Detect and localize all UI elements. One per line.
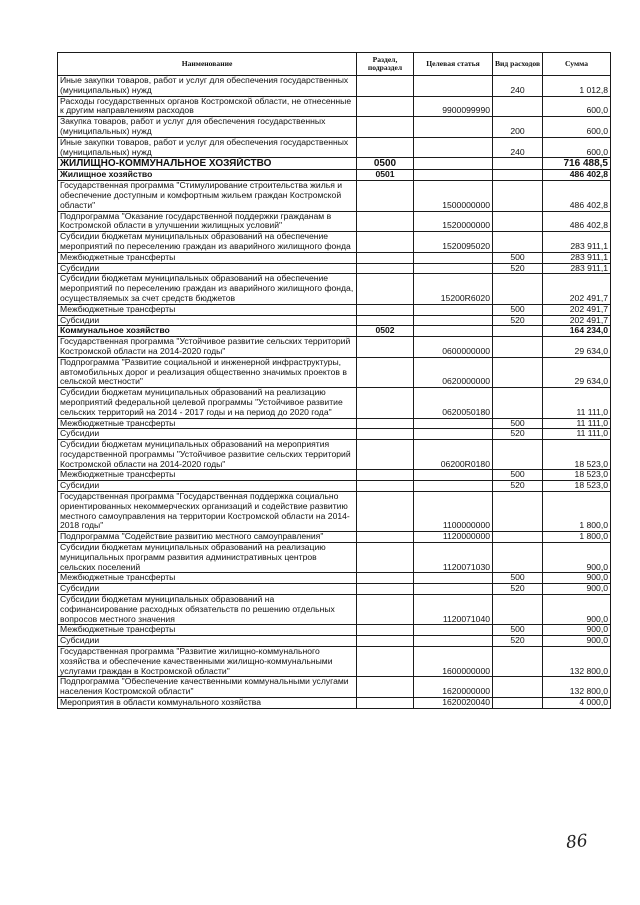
row-tselevaya: 1120071030 bbox=[414, 543, 493, 573]
row-tselevaya: 9900099990 bbox=[414, 96, 493, 117]
table-row bbox=[58, 636, 611, 647]
row-tselevaya: 0620000000 bbox=[414, 357, 493, 387]
row-tselevaya bbox=[414, 252, 493, 263]
row-name: Субсидии bbox=[58, 636, 357, 647]
row-summa: 600,0 bbox=[543, 96, 611, 117]
row-name: Субсидии бюджетам муниципальных образований на мероприятия государственной программы "Устойчивое развитие сельских территорий Костромской области на 2014-2020 годы" bbox=[58, 440, 357, 470]
row-summa: 900,0 bbox=[543, 543, 611, 573]
row-name: Иные закупки товаров, работ и услуг для обеспечения государственных (муниципальных) нужд bbox=[58, 76, 357, 97]
row-name: Субсидии бюджетам муниципальных образований на обеспечение мероприятий по переселению граждан из аварийного жилищного фонда, осуществляемых за счет средств бюджетов bbox=[58, 274, 357, 304]
table-row bbox=[58, 96, 611, 117]
row-summa: 202 491,7 bbox=[543, 274, 611, 304]
row-name: Субсидии bbox=[58, 584, 357, 595]
row-vid bbox=[493, 532, 543, 543]
row-razdel bbox=[357, 315, 414, 326]
table-row bbox=[58, 263, 611, 274]
row-razdel bbox=[357, 584, 414, 595]
row-name: Подпрограмма "Развитие социальной и инженерной инфраструктуры, автомобильных дорог и реализация общественно значимых проектов в сельской местности" bbox=[58, 357, 357, 387]
row-tselevaya: 0620050180 bbox=[414, 388, 493, 418]
row-vid: 500 bbox=[493, 418, 543, 429]
table-row bbox=[58, 677, 611, 698]
table-row bbox=[58, 304, 611, 315]
row-name: Государственная программа "Развитие жилищно-коммунального хозяйства и обеспечение качественными жилищно-коммунальными услугами граждан в Костромской области" bbox=[58, 647, 357, 677]
row-vid: 520 bbox=[493, 315, 543, 326]
row-summa: 4 000,0 bbox=[543, 698, 611, 709]
table-row bbox=[58, 470, 611, 481]
row-tselevaya: 1620000000 bbox=[414, 677, 493, 698]
table-row bbox=[58, 158, 611, 170]
row-vid: 520 bbox=[493, 481, 543, 492]
row-summa: 900,0 bbox=[543, 584, 611, 595]
row-vid bbox=[493, 274, 543, 304]
row-name: Подпрограмма "Содействие развитию местного самоуправления" bbox=[58, 532, 357, 543]
row-vid bbox=[493, 492, 543, 532]
table-row bbox=[58, 357, 611, 387]
row-name: Субсидии bbox=[58, 315, 357, 326]
row-tselevaya bbox=[414, 625, 493, 636]
row-razdel bbox=[357, 625, 414, 636]
row-summa: 1 012,8 bbox=[543, 76, 611, 97]
row-vid bbox=[493, 326, 543, 337]
row-razdel bbox=[357, 677, 414, 698]
row-name: Коммунальное хозяйство bbox=[58, 326, 357, 337]
row-tselevaya bbox=[414, 584, 493, 595]
row-tselevaya: 1520000000 bbox=[414, 211, 493, 232]
table-row bbox=[58, 232, 611, 253]
table-row bbox=[58, 170, 611, 181]
row-vid: 520 bbox=[493, 584, 543, 595]
table-row bbox=[58, 211, 611, 232]
row-tselevaya: 1100000000 bbox=[414, 492, 493, 532]
row-razdel bbox=[357, 481, 414, 492]
row-name: Государственная программа "Государственная поддержка социально ориентированных некоммерческих организаций и содействие развитию местного самоуправления на территории Костромской области на 2014-2018 годы" bbox=[58, 492, 357, 532]
row-razdel: 0501 bbox=[357, 170, 414, 181]
row-vid: 240 bbox=[493, 76, 543, 97]
row-name: Субсидии бюджетам муниципальных образований на реализацию мероприятий федеральной целевой программы "Устойчивое развитие сельских территорий на 2014 - 2017 годы и на период до 2020 года" bbox=[58, 388, 357, 418]
row-razdel bbox=[357, 636, 414, 647]
row-razdel bbox=[357, 304, 414, 315]
row-summa: 11 111,0 bbox=[543, 388, 611, 418]
header-tselevaya: Целевая статья bbox=[414, 53, 493, 76]
table-row bbox=[58, 181, 611, 211]
row-summa: 900,0 bbox=[543, 573, 611, 584]
row-name: Государственная программа "Стимулирование строительства жилья и обеспечение доступным и комфортным жильем граждан Костромской области" bbox=[58, 181, 357, 211]
row-name: Субсидии bbox=[58, 263, 357, 274]
row-name: Межбюджетные трансферты bbox=[58, 470, 357, 481]
table-row bbox=[58, 647, 611, 677]
row-name: Подпрограмма "Обеспечение качественными коммунальными услугами населения Костромской области" bbox=[58, 677, 357, 698]
row-vid bbox=[493, 698, 543, 709]
row-vid: 520 bbox=[493, 263, 543, 274]
row-vid bbox=[493, 181, 543, 211]
row-razdel bbox=[357, 96, 414, 117]
row-summa: 18 523,0 bbox=[543, 481, 611, 492]
row-razdel bbox=[357, 543, 414, 573]
table-row bbox=[58, 584, 611, 595]
row-name: Подпрограмма "Оказание государственной поддержки гражданам в Костромской области в улучшении жилищных условий" bbox=[58, 211, 357, 232]
row-razdel bbox=[357, 470, 414, 481]
row-vid bbox=[493, 388, 543, 418]
row-tselevaya bbox=[414, 76, 493, 97]
row-tselevaya bbox=[414, 636, 493, 647]
table-row bbox=[58, 543, 611, 573]
row-tselevaya bbox=[414, 418, 493, 429]
row-tselevaya bbox=[414, 304, 493, 315]
row-tselevaya: 1120071040 bbox=[414, 595, 493, 625]
row-tselevaya bbox=[414, 429, 493, 440]
budget-table bbox=[57, 52, 611, 709]
row-summa: 900,0 bbox=[543, 625, 611, 636]
row-razdel bbox=[357, 440, 414, 470]
row-vid: 500 bbox=[493, 470, 543, 481]
row-name: Мероприятия в области коммунального хозяйства bbox=[58, 698, 357, 709]
table-row bbox=[58, 492, 611, 532]
row-vid bbox=[493, 158, 543, 170]
table-row bbox=[58, 573, 611, 584]
row-summa: 486 402,8 bbox=[543, 181, 611, 211]
row-vid bbox=[493, 337, 543, 358]
row-name: Межбюджетные трансферты bbox=[58, 573, 357, 584]
row-summa: 164 234,0 bbox=[543, 326, 611, 337]
row-tselevaya: 06200R0180 bbox=[414, 440, 493, 470]
row-tselevaya bbox=[414, 481, 493, 492]
row-tselevaya bbox=[414, 573, 493, 584]
table-row bbox=[58, 440, 611, 470]
row-tselevaya bbox=[414, 158, 493, 170]
row-razdel bbox=[357, 532, 414, 543]
row-razdel bbox=[357, 76, 414, 97]
row-razdel bbox=[357, 388, 414, 418]
row-summa: 900,0 bbox=[543, 636, 611, 647]
row-summa: 132 800,0 bbox=[543, 647, 611, 677]
row-tselevaya: 1500000000 bbox=[414, 181, 493, 211]
header-name: Наименование bbox=[58, 53, 357, 76]
row-name: Межбюджетные трансферты bbox=[58, 252, 357, 263]
budget-table-page bbox=[57, 52, 610, 709]
row-razdel bbox=[357, 573, 414, 584]
row-tselevaya bbox=[414, 326, 493, 337]
row-vid bbox=[493, 357, 543, 387]
row-razdel bbox=[357, 211, 414, 232]
row-vid bbox=[493, 647, 543, 677]
row-name: Субсидии бюджетам муниципальных образований на обеспечение мероприятий по переселению граждан из аварийного жилищного фонда bbox=[58, 232, 357, 253]
table-row bbox=[58, 274, 611, 304]
row-razdel bbox=[357, 698, 414, 709]
row-vid bbox=[493, 677, 543, 698]
row-tselevaya: 1520095020 bbox=[414, 232, 493, 253]
row-razdel bbox=[357, 181, 414, 211]
table-row bbox=[58, 76, 611, 97]
row-tselevaya: 1620020040 bbox=[414, 698, 493, 709]
row-razdel bbox=[357, 274, 414, 304]
row-summa: 900,0 bbox=[543, 595, 611, 625]
row-summa: 600,0 bbox=[543, 117, 611, 138]
row-name: Межбюджетные трансферты bbox=[58, 304, 357, 315]
table-row bbox=[58, 388, 611, 418]
row-vid bbox=[493, 232, 543, 253]
table-body bbox=[58, 76, 611, 709]
row-name: Субсидии bbox=[58, 429, 357, 440]
row-razdel bbox=[357, 418, 414, 429]
row-razdel bbox=[357, 252, 414, 263]
table-row bbox=[58, 315, 611, 326]
row-tselevaya: 1120000000 bbox=[414, 532, 493, 543]
row-summa: 29 634,0 bbox=[543, 357, 611, 387]
row-name: Жилищное хозяйство bbox=[58, 170, 357, 181]
row-razdel bbox=[357, 263, 414, 274]
page-number: 86 bbox=[565, 830, 589, 854]
row-vid: 500 bbox=[493, 252, 543, 263]
row-razdel bbox=[357, 357, 414, 387]
table-row bbox=[58, 418, 611, 429]
table-row bbox=[58, 326, 611, 337]
row-razdel bbox=[357, 429, 414, 440]
row-summa: 486 402,8 bbox=[543, 211, 611, 232]
row-summa: 11 111,0 bbox=[543, 429, 611, 440]
table-row bbox=[58, 625, 611, 636]
header-vid: Вид расходов bbox=[493, 53, 543, 76]
row-tselevaya: 0600000000 bbox=[414, 337, 493, 358]
row-tselevaya bbox=[414, 117, 493, 138]
table-row bbox=[58, 337, 611, 358]
row-vid: 520 bbox=[493, 429, 543, 440]
row-tselevaya bbox=[414, 170, 493, 181]
row-name: Государственная программа "Устойчивое развитие сельских территорий Костромской области на 2014-2020 годы" bbox=[58, 337, 357, 358]
row-summa: 11 111,0 bbox=[543, 418, 611, 429]
row-tselevaya bbox=[414, 137, 493, 158]
table-row bbox=[58, 532, 611, 543]
row-razdel bbox=[357, 647, 414, 677]
row-name: Субсидии бюджетам муниципальных образований на реализацию муниципальных программ развития административных центров сельских поселений bbox=[58, 543, 357, 573]
row-name: Межбюджетные трансферты bbox=[58, 625, 357, 636]
header-razdel: Раздел, подраздел bbox=[357, 53, 414, 76]
row-tselevaya bbox=[414, 315, 493, 326]
table-row bbox=[58, 698, 611, 709]
row-razdel: 0500 bbox=[357, 158, 414, 170]
row-vid bbox=[493, 211, 543, 232]
row-tselevaya bbox=[414, 263, 493, 274]
row-vid: 240 bbox=[493, 137, 543, 158]
row-razdel bbox=[357, 232, 414, 253]
row-name: ЖИЛИЩНО-КОММУНАЛЬНОЕ ХОЗЯЙСТВО bbox=[58, 158, 357, 170]
row-summa: 600,0 bbox=[543, 137, 611, 158]
row-razdel bbox=[357, 492, 414, 532]
table-row bbox=[58, 117, 611, 138]
row-vid bbox=[493, 440, 543, 470]
table-row bbox=[58, 595, 611, 625]
table-header-row bbox=[58, 53, 611, 76]
table-row bbox=[58, 252, 611, 263]
row-tselevaya: 1600000000 bbox=[414, 647, 493, 677]
row-vid bbox=[493, 595, 543, 625]
row-summa: 202 491,7 bbox=[543, 304, 611, 315]
table-row bbox=[58, 429, 611, 440]
row-name: Расходы государственных органов Костромской области, не отнесенные к другим направлениям расходов bbox=[58, 96, 357, 117]
row-vid: 500 bbox=[493, 304, 543, 315]
row-summa: 132 800,0 bbox=[543, 677, 611, 698]
row-vid: 520 bbox=[493, 636, 543, 647]
row-summa: 283 911,1 bbox=[543, 263, 611, 274]
row-vid bbox=[493, 543, 543, 573]
row-razdel bbox=[357, 337, 414, 358]
row-summa: 202 491,7 bbox=[543, 315, 611, 326]
row-summa: 283 911,1 bbox=[543, 252, 611, 263]
row-summa: 716 488,5 bbox=[543, 158, 611, 170]
table-row bbox=[58, 137, 611, 158]
row-tselevaya: 15200R6020 bbox=[414, 274, 493, 304]
row-name: Субсидии bbox=[58, 481, 357, 492]
row-tselevaya bbox=[414, 470, 493, 481]
row-razdel bbox=[357, 117, 414, 138]
row-razdel: 0502 bbox=[357, 326, 414, 337]
row-name: Межбюджетные трансферты bbox=[58, 418, 357, 429]
row-vid bbox=[493, 170, 543, 181]
row-summa: 486 402,8 bbox=[543, 170, 611, 181]
row-razdel bbox=[357, 595, 414, 625]
row-vid: 500 bbox=[493, 625, 543, 636]
row-razdel bbox=[357, 137, 414, 158]
header-summa: Сумма bbox=[543, 53, 611, 76]
row-summa: 18 523,0 bbox=[543, 440, 611, 470]
row-name: Закупка товаров, работ и услуг для обеспечения государственных (муниципальных) нужд bbox=[58, 117, 357, 138]
row-vid: 200 bbox=[493, 117, 543, 138]
row-summa: 1 800,0 bbox=[543, 492, 611, 532]
row-vid bbox=[493, 96, 543, 117]
row-summa: 29 634,0 bbox=[543, 337, 611, 358]
row-name: Иные закупки товаров, работ и услуг для обеспечения государственных (муниципальных) нужд bbox=[58, 137, 357, 158]
row-vid: 500 bbox=[493, 573, 543, 584]
table-row bbox=[58, 481, 611, 492]
row-summa: 1 800,0 bbox=[543, 532, 611, 543]
row-name: Субсидии бюджетам муниципальных образований на софинансирование расходных обязательств по решению отдельных вопросов местного значения bbox=[58, 595, 357, 625]
row-summa: 283 911,1 bbox=[543, 232, 611, 253]
row-summa: 18 523,0 bbox=[543, 470, 611, 481]
